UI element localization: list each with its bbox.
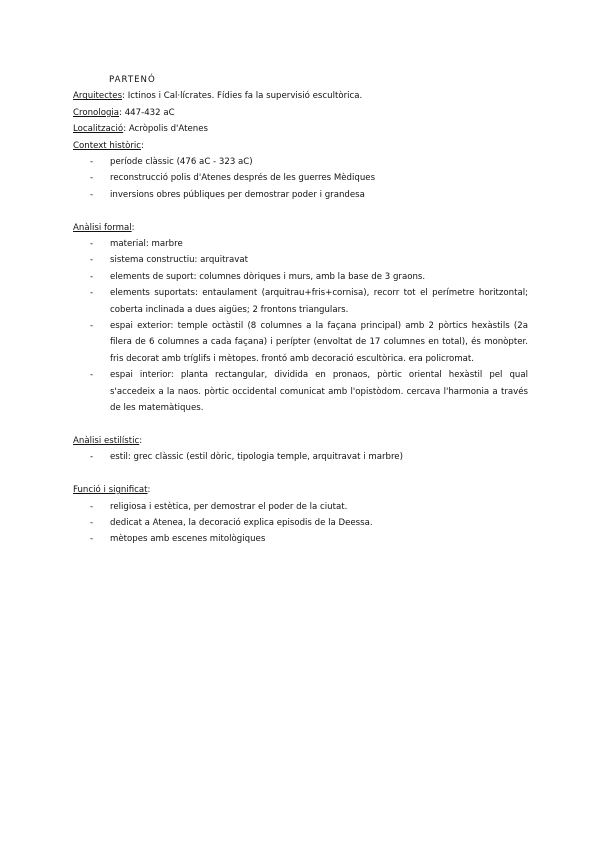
bullet-dash: - (90, 534, 94, 545)
bullet-dash: - (90, 239, 94, 250)
list-item: - període clàssic (476 aC - 323 aC) (73, 154, 528, 170)
bullet-dash: - (90, 157, 94, 168)
bullet-dash: - (90, 452, 94, 463)
list-item: - estil: grec clàssic (estil dòric, tipologia temple, arquitravat i marbre) (73, 449, 528, 465)
bullet-dash: - (90, 271, 94, 282)
list-item: - religiosa i estètica, per demostrar el poder de la ciutat. (73, 499, 528, 515)
bullet-dash: - (90, 321, 94, 332)
context-list (73, 154, 528, 203)
spacer (73, 203, 528, 219)
field-label: Context històric (73, 140, 141, 151)
bullet-dash: - (90, 189, 94, 200)
section-stylistic-heading: Anàlisi estilístic: (73, 435, 143, 446)
bullet-dash: - (90, 255, 94, 266)
list-item: - mètopes amb escenes mitològiques (73, 531, 528, 547)
formal-list (73, 236, 528, 416)
field-chronology (73, 105, 528, 121)
spacer (73, 417, 528, 433)
stylistic-list (73, 449, 528, 465)
field-label: Cronologia (73, 107, 120, 118)
bullet-dash: - (90, 370, 94, 381)
field-label: Arquitectes (73, 91, 123, 102)
document-title: PARTENÓ (109, 75, 156, 85)
field-value: : Ictinos i Cal·lícrates. Fídies fa la supervisió escultòrica. (122, 91, 363, 102)
list-item: - elements de suport: columnes dòriques i murs, amb la base de 3 graons. (73, 269, 528, 285)
list-item: - elements suportats: entaulament (arquitrau+fris+cornisa), recorr tot el perímetre horitzontal; coberta inclinada a dues aigües; 2 frontons triangulars. (73, 285, 528, 318)
list-item: - espai interior: planta rectangular, dividida en pronaos, pòrtic oriental hexàstil pel qual s'accedeix a la naos. pòrtic occidental comunicat amb l'opistòdom. cercava l'harmonia a través de les matemàtiques. (73, 367, 528, 416)
bullet-dash: - (90, 501, 94, 512)
bullet-dash: - (90, 517, 94, 528)
function-list (73, 499, 528, 548)
list-item: - reconstrucció polis d'Atenes després de les guerres Mèdiques (73, 170, 528, 186)
list-item: - espai exterior: temple octàstil (8 columnes a la façana principal) amb 2 pòrtics hexàstils (2a filera de 6 columnes a cada façana) i perípter (envoltat de 17 columnes en total), és monòpter. fris decorat amb tríglifs i mètopes. frontó amb decoració escultòrica. era policromat. (73, 318, 528, 367)
field-architects (73, 88, 528, 104)
bullet-dash: - (90, 173, 94, 184)
field-location (73, 121, 528, 137)
field-value: : (140, 140, 144, 151)
spacer (73, 466, 528, 482)
document-body (73, 72, 528, 548)
list-item: - material: marbre (73, 236, 528, 252)
field-value: : Acròpolis d'Atenes (123, 124, 208, 135)
list-item: - sistema constructiu: arquitravat (73, 252, 528, 268)
list-item: - dedicat a Atenea, la decoració explica episodis de la Deessa. (73, 515, 528, 531)
bullet-dash: - (90, 288, 94, 299)
section-function-heading: Funció i significat: (73, 485, 151, 496)
list-item: - inversions obres públiques per demostrar poder i grandesa (73, 187, 528, 203)
field-label: Localització (73, 124, 124, 135)
section-formal-heading: Anàlisi formal: (73, 222, 135, 233)
field-value: : 447-432 aC (119, 107, 175, 118)
field-historical-context (73, 138, 528, 154)
